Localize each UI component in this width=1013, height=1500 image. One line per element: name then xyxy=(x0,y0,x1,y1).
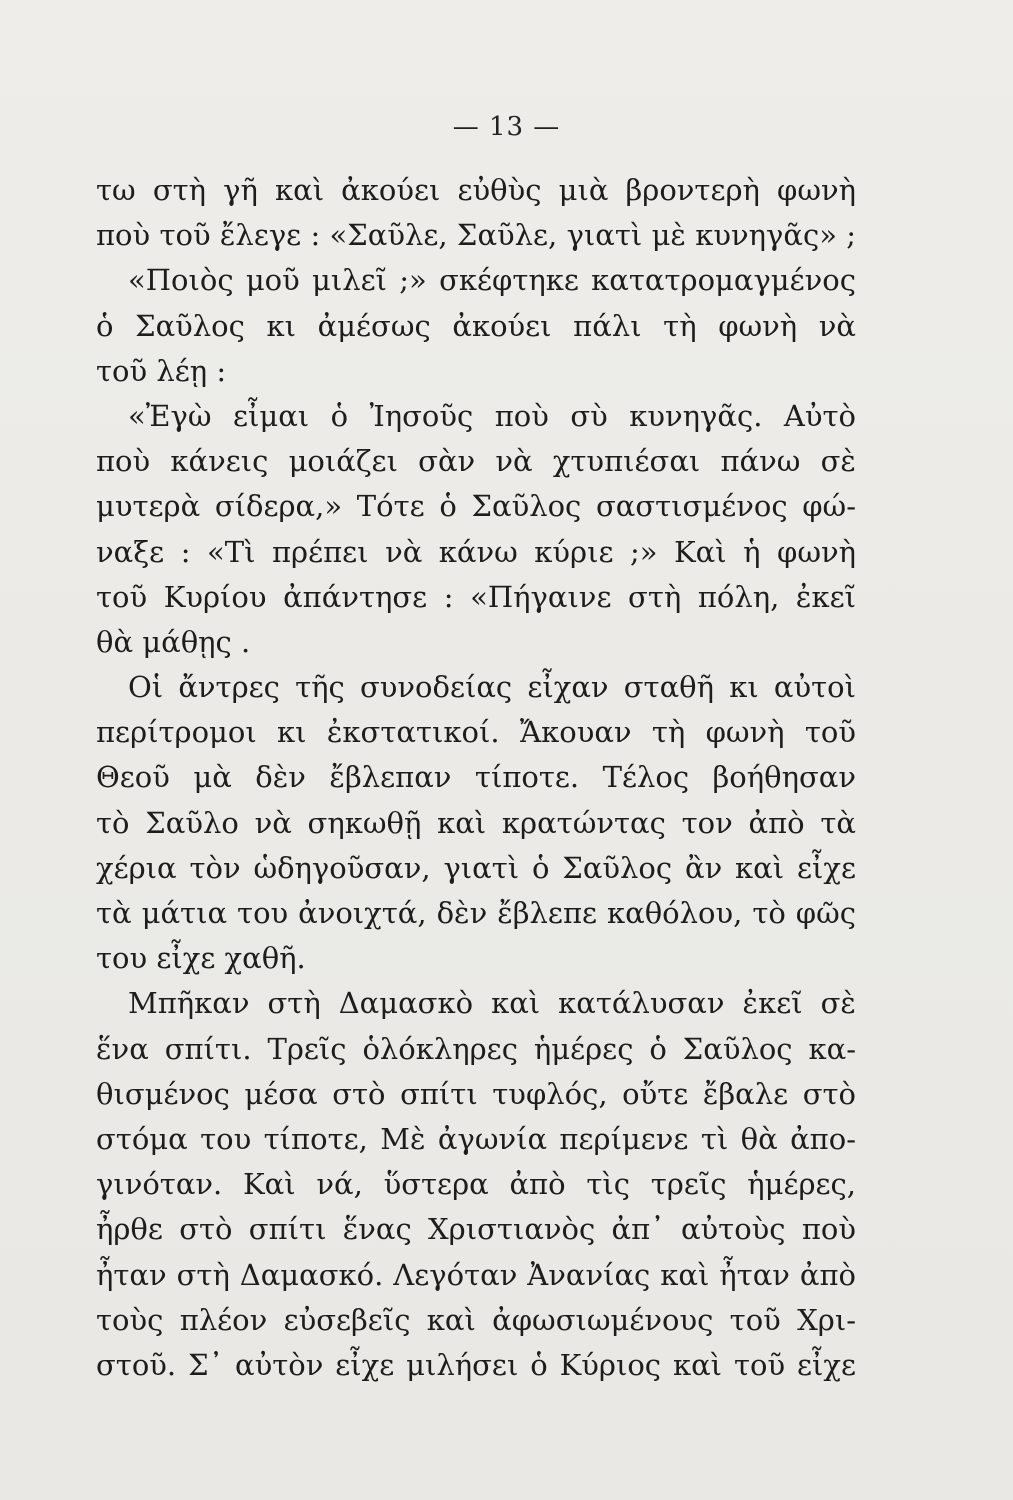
text-line: Μπῆκαν στὴ Δαμασκὸ καὶ κατάλυσαν ἐκεῖ σὲ xyxy=(128,986,856,1021)
text-line: θισμένος μέσα στὸ σπίτι τυφλός, οὔτε ἔβαλε στὸ xyxy=(96,1076,856,1111)
text-line: ἦταν στὴ Δαμασκό. Λεγόταν Ἀνανίας καὶ ἦταν ἀπὸ xyxy=(96,1257,856,1292)
text-line: Θεοῦ μὰ δὲν ἔβλεπαν τίποτε. Τέλος βοήθησαν xyxy=(96,760,856,795)
text-line: χέρια τὸν ὡδηγοῦσαν, γιατὶ ὁ Σαῦλος ἂν καὶ εἶχε xyxy=(96,850,856,885)
text-line: τὰ μάτια του ἀνοιχτά, δὲν ἔβλεπε καθόλου, τὸ φῶς xyxy=(96,896,856,930)
text-line: περίτρομοι κι ἐκστατικοί. Ἄκουαν τὴ φωνὴ τοῦ xyxy=(96,715,856,750)
text-line: Οἱ ἄντρες τῆς συνοδείας εἶχαν σταθῆ κι αὐτοὶ xyxy=(128,670,856,705)
text-line: τὸ Σαῦλο νὰ σηκωθῇ καὶ κρατώντας τον ἀπὸ τὰ xyxy=(96,805,856,840)
text-line: τοῦ λέῃ : xyxy=(96,353,227,388)
text-line: «Ἐγὼ εἶμαι ὁ Ἰησοῦς ποὺ σὺ κυνηγᾶς. Αὐτὸ xyxy=(128,398,856,433)
text-line: μυτερὰ σίδερα,» Τότε ὁ Σαῦλος σαστισμένος φώ- xyxy=(96,489,856,524)
text-line: ἕνα σπίτι. Τρεῖς ὁλόκληρες ἡμέρες ὁ Σαῦλος κα- xyxy=(96,1031,856,1066)
text-line: στοῦ. Σ᾽ αὐτὸν εἶχε μιλήσει ὁ Κύριος καὶ τοῦ εἶχε xyxy=(96,1347,856,1382)
page-number: — 13 — xyxy=(452,112,561,142)
text-line: ἦρθε στὸ σπίτι ἕνας Χριστιανὸς ἀπ᾽ αὐτοὺς ποὺ xyxy=(96,1212,856,1247)
text-line: ποὺ κάνεις μοιάζει σὰν νὰ χτυπιέσαι πάνω σὲ xyxy=(96,444,856,479)
text-line: τοὺς πλέον εὐσεβεῖς καὶ ἀφωσιωμένους τοῦ Χρι- xyxy=(96,1302,856,1337)
text-line: τοῦ Κυρίου ἀπάντησε : «Πήγαινε στὴ πόλη, ἐκεῖ xyxy=(96,579,856,614)
text-line: ναξε : «Τὶ πρέπει νὰ κάνω κύριε ;» Καὶ ἡ φωνὴ xyxy=(96,534,856,569)
text-line: τω στὴ γῆ καὶ ἀκούει εὐθὺς μιὰ βροντερὴ φωνὴ xyxy=(96,173,856,207)
text-line: ποὺ τοῦ ἔλεγε : «Σαῦλε, Σαῦλε, γιατὶ μὲ κυνηγᾶς» ; xyxy=(96,218,856,253)
text-line: του εἶχε χαθῆ. xyxy=(96,941,306,976)
body-text xyxy=(96,168,856,1388)
text-line: «Ποιὸς μοῦ μιλεῖ ;» σκέφτηκε κατατρομαγμένος xyxy=(128,263,856,298)
text-line: γινόταν. Καὶ νά, ὕστερα ἀπὸ τὶς τρεῖς ἡμέρες, xyxy=(96,1167,856,1202)
text-line: στόμα του τίποτε, Μὲ ἀγωνία περίμενε τὶ θὰ ἀπο- xyxy=(96,1121,856,1156)
text-line: θὰ μάθῃς . xyxy=(96,624,251,659)
text-line: ὁ Σαῦλος κι ἀμέσως ἀκούει πάλι τὴ φωνὴ νὰ xyxy=(96,308,856,343)
